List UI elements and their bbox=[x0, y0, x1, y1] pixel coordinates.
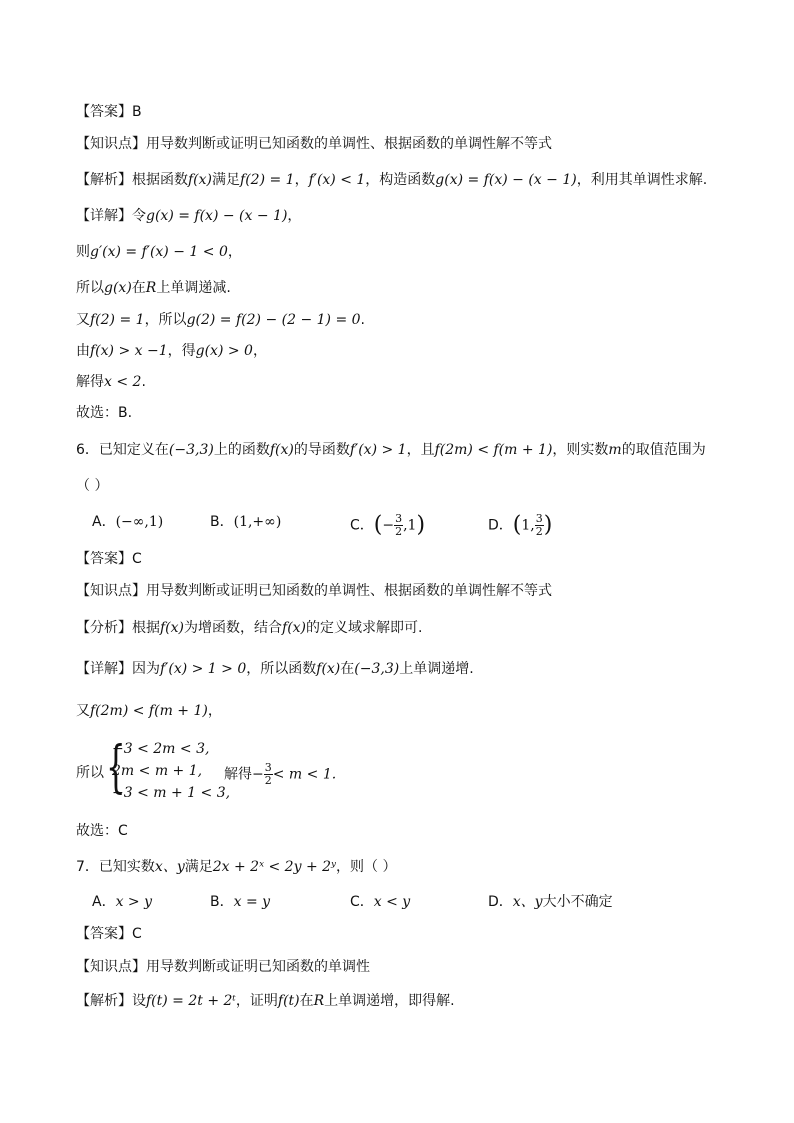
text: ,1 bbox=[403, 517, 417, 534]
analysis-tag: 【解析】 bbox=[76, 993, 132, 1009]
paren: ) bbox=[543, 512, 553, 538]
math: x < 2 bbox=[104, 374, 142, 390]
knowledge-tag: 【知识点】 bbox=[76, 583, 146, 599]
answer-value: C bbox=[132, 551, 142, 567]
q5-step-line bbox=[76, 342, 267, 360]
text: 上单调递增，即得解. bbox=[324, 993, 455, 1009]
fraction bbox=[264, 762, 273, 787]
math: f′(x) < 1 bbox=[308, 172, 366, 188]
text: 上单调递增. bbox=[399, 661, 474, 677]
text: ， bbox=[294, 172, 309, 188]
math: f(2m) < f(m + 1) bbox=[90, 703, 208, 719]
answer-tag: 【答案】 bbox=[76, 926, 132, 942]
q6-paren: （ ） bbox=[76, 478, 109, 494]
text: 设 bbox=[132, 993, 146, 1009]
option-value: x = y bbox=[233, 894, 271, 910]
math: g(x) > 0 bbox=[195, 343, 253, 359]
q7-option-a bbox=[92, 893, 152, 911]
text: 大小不确定 bbox=[542, 894, 613, 910]
option-label: B． bbox=[210, 514, 234, 530]
knowledge-tag: 【知识点】 bbox=[76, 136, 146, 152]
text: 根据函数 bbox=[132, 172, 188, 188]
answer-tag: 【答案】 bbox=[76, 104, 132, 120]
option-value: (1,+∞) bbox=[233, 514, 282, 530]
math: f(x) > x −1 bbox=[90, 343, 168, 359]
text: 所以 bbox=[76, 280, 104, 296]
denominator: 2 bbox=[264, 774, 272, 787]
q6-detail-line bbox=[76, 660, 474, 678]
text: ， bbox=[207, 703, 222, 719]
math: f(t) bbox=[277, 993, 300, 1009]
text: 的取值范围为 bbox=[621, 442, 706, 458]
fraction bbox=[394, 513, 403, 538]
text: 又 bbox=[76, 312, 90, 328]
text: 在 bbox=[340, 661, 355, 677]
analysis-tag: 【分析】 bbox=[76, 620, 132, 636]
text: 在 bbox=[299, 993, 314, 1009]
math: f′(x) > 1 bbox=[349, 442, 407, 458]
q6-option-a bbox=[92, 513, 163, 531]
system-row: −3 < m + 1 < 3, bbox=[112, 785, 231, 801]
analysis-tag: 【解析】 bbox=[76, 172, 132, 188]
text: 6．已知定义在 bbox=[76, 442, 169, 458]
text: ，且 bbox=[406, 442, 435, 458]
option-label: C． bbox=[350, 894, 374, 910]
math: f(x) bbox=[282, 620, 307, 636]
q6-option-c bbox=[350, 513, 425, 538]
math: g(2) = f(2) − (2 − 1) = 0 bbox=[186, 312, 361, 328]
text: 为增函数，结合 bbox=[184, 620, 283, 636]
q6-option-b bbox=[210, 513, 281, 531]
math: x、y bbox=[512, 894, 543, 910]
q5-knowledge-line bbox=[76, 135, 552, 153]
text: 因为 bbox=[132, 661, 160, 677]
text: . bbox=[141, 374, 146, 390]
option-value: x > y bbox=[115, 894, 153, 910]
text: ，得 bbox=[167, 343, 196, 359]
system-row: −3 < 2m < 3, bbox=[112, 741, 210, 757]
option-label: D． bbox=[488, 894, 513, 910]
math: f(x) bbox=[316, 661, 341, 677]
text: ，所以函数 bbox=[246, 661, 317, 677]
math: 2x + 2ˣ < 2y + 2ʸ bbox=[212, 859, 337, 875]
q5-choose-line: 故选：B. bbox=[76, 405, 133, 421]
math: f(2) = 1 bbox=[90, 312, 145, 328]
text: 在 bbox=[131, 280, 146, 296]
math: < m < 1. bbox=[272, 766, 337, 783]
text: 令 bbox=[132, 208, 146, 224]
math: g(x) = f(x) − (x − 1) bbox=[435, 172, 577, 188]
knowledge-tag: 【知识点】 bbox=[76, 959, 146, 975]
text: ，证明 bbox=[235, 993, 278, 1009]
text: 由 bbox=[76, 343, 90, 359]
option-label: D． bbox=[488, 517, 513, 534]
option-value: (−∞,1) bbox=[115, 514, 164, 530]
q5-detail-line bbox=[76, 207, 301, 225]
detail-tag: 【详解】 bbox=[76, 208, 132, 224]
math: m bbox=[608, 442, 622, 458]
option-label: C． bbox=[350, 517, 374, 534]
math: (−3,3) bbox=[168, 442, 214, 458]
q5-step-line bbox=[76, 243, 242, 261]
math: g(x) bbox=[104, 280, 132, 296]
denominator: 2 bbox=[395, 525, 403, 538]
q6-option-d bbox=[488, 513, 552, 538]
text: 上的函数 bbox=[213, 442, 270, 458]
option-label: A． bbox=[92, 514, 116, 530]
paren: ( bbox=[512, 512, 522, 538]
text: ，利用其单调性求解. bbox=[576, 172, 708, 188]
text: 的导函数 bbox=[293, 442, 350, 458]
text: ， bbox=[252, 343, 267, 359]
q7-knowledge-line bbox=[76, 958, 370, 976]
q5-step-line bbox=[76, 373, 146, 391]
math: f(2m) < f(m + 1) bbox=[434, 442, 553, 458]
system-solution bbox=[224, 762, 336, 787]
q7-stem bbox=[76, 858, 396, 876]
q7-option-c bbox=[350, 893, 410, 911]
q5-answer-line bbox=[76, 103, 142, 121]
text: 的定义域求解即可. bbox=[306, 620, 423, 636]
text: 上单调递减. bbox=[156, 280, 231, 296]
knowledge-text: 用导数判断或证明已知函数的单调性 bbox=[146, 959, 370, 975]
text: − bbox=[382, 517, 395, 534]
q6-knowledge-line bbox=[76, 582, 552, 600]
text: ， bbox=[227, 244, 242, 260]
math: g(x) = f(x) − (x − 1) bbox=[146, 208, 288, 224]
q6-choose-line: 故选：C bbox=[76, 823, 128, 839]
text: 满足 bbox=[212, 172, 241, 188]
option-label: B． bbox=[210, 894, 234, 910]
q5-analysis-line bbox=[76, 171, 707, 189]
text: 满足 bbox=[184, 859, 213, 875]
text: 又 bbox=[76, 703, 90, 719]
option-label: A． bbox=[92, 894, 116, 910]
text: ，则实数 bbox=[552, 442, 609, 458]
text: 根据 bbox=[132, 620, 160, 636]
knowledge-text: 用导数判断或证明已知函数的单调性、根据函数的单调性解不等式 bbox=[146, 136, 552, 152]
q7-option-b bbox=[210, 893, 270, 911]
q7-analysis-line bbox=[76, 992, 455, 1010]
text: ， bbox=[287, 208, 302, 224]
answer-value: C bbox=[132, 926, 142, 942]
q5-step-line bbox=[76, 311, 365, 329]
text: 解得 bbox=[76, 374, 104, 390]
q6-analysis-line bbox=[76, 619, 422, 637]
text: 所以 bbox=[76, 765, 104, 781]
math: (−3,3) bbox=[354, 661, 400, 677]
text: 7．已知实数 bbox=[76, 859, 155, 875]
math: R bbox=[313, 993, 325, 1009]
paren: ( bbox=[373, 512, 383, 538]
math: f(2) = 1 bbox=[240, 172, 295, 188]
system-row: 2m < m + 1, bbox=[112, 763, 203, 779]
q7-option-d bbox=[488, 893, 613, 911]
knowledge-text: 用导数判断或证明已知函数的单调性、根据函数的单调性解不等式 bbox=[146, 583, 552, 599]
text: ，则（ ） bbox=[336, 859, 397, 875]
text: 1, bbox=[521, 517, 535, 534]
answer-tag: 【答案】 bbox=[76, 551, 132, 567]
q6-step-line bbox=[76, 702, 222, 720]
math: x、y bbox=[154, 859, 185, 875]
paren: ) bbox=[416, 512, 426, 538]
math: f(x) bbox=[188, 172, 213, 188]
math: f(t) = 2t + 2ᵗ bbox=[146, 993, 236, 1009]
detail-tag: 【详解】 bbox=[76, 661, 132, 677]
math: g′(x) = f′(x) − 1 < 0 bbox=[90, 244, 228, 260]
denominator: 2 bbox=[535, 525, 543, 538]
math: f(x) bbox=[160, 620, 185, 636]
fraction bbox=[535, 513, 544, 538]
numerator: 3 bbox=[395, 512, 403, 525]
math: f′(x) > 1 > 0 bbox=[160, 661, 247, 677]
text: − bbox=[252, 766, 264, 783]
numerator: 3 bbox=[535, 512, 543, 525]
text: . bbox=[360, 312, 365, 328]
brace: { bbox=[106, 735, 126, 800]
text: 则 bbox=[76, 244, 90, 260]
answer-value: B bbox=[132, 104, 142, 120]
q6-answer-line bbox=[76, 550, 142, 568]
math: f(x) bbox=[269, 442, 294, 458]
q7-answer-line bbox=[76, 925, 142, 943]
option-value: x < y bbox=[373, 894, 411, 910]
text: ，所以 bbox=[144, 312, 187, 328]
text: ，构造函数 bbox=[365, 172, 436, 188]
q6-stem bbox=[76, 441, 706, 459]
math: R bbox=[145, 280, 157, 296]
numerator: 3 bbox=[264, 761, 272, 774]
q5-step-line bbox=[76, 279, 231, 297]
text: 解得 bbox=[224, 766, 252, 783]
